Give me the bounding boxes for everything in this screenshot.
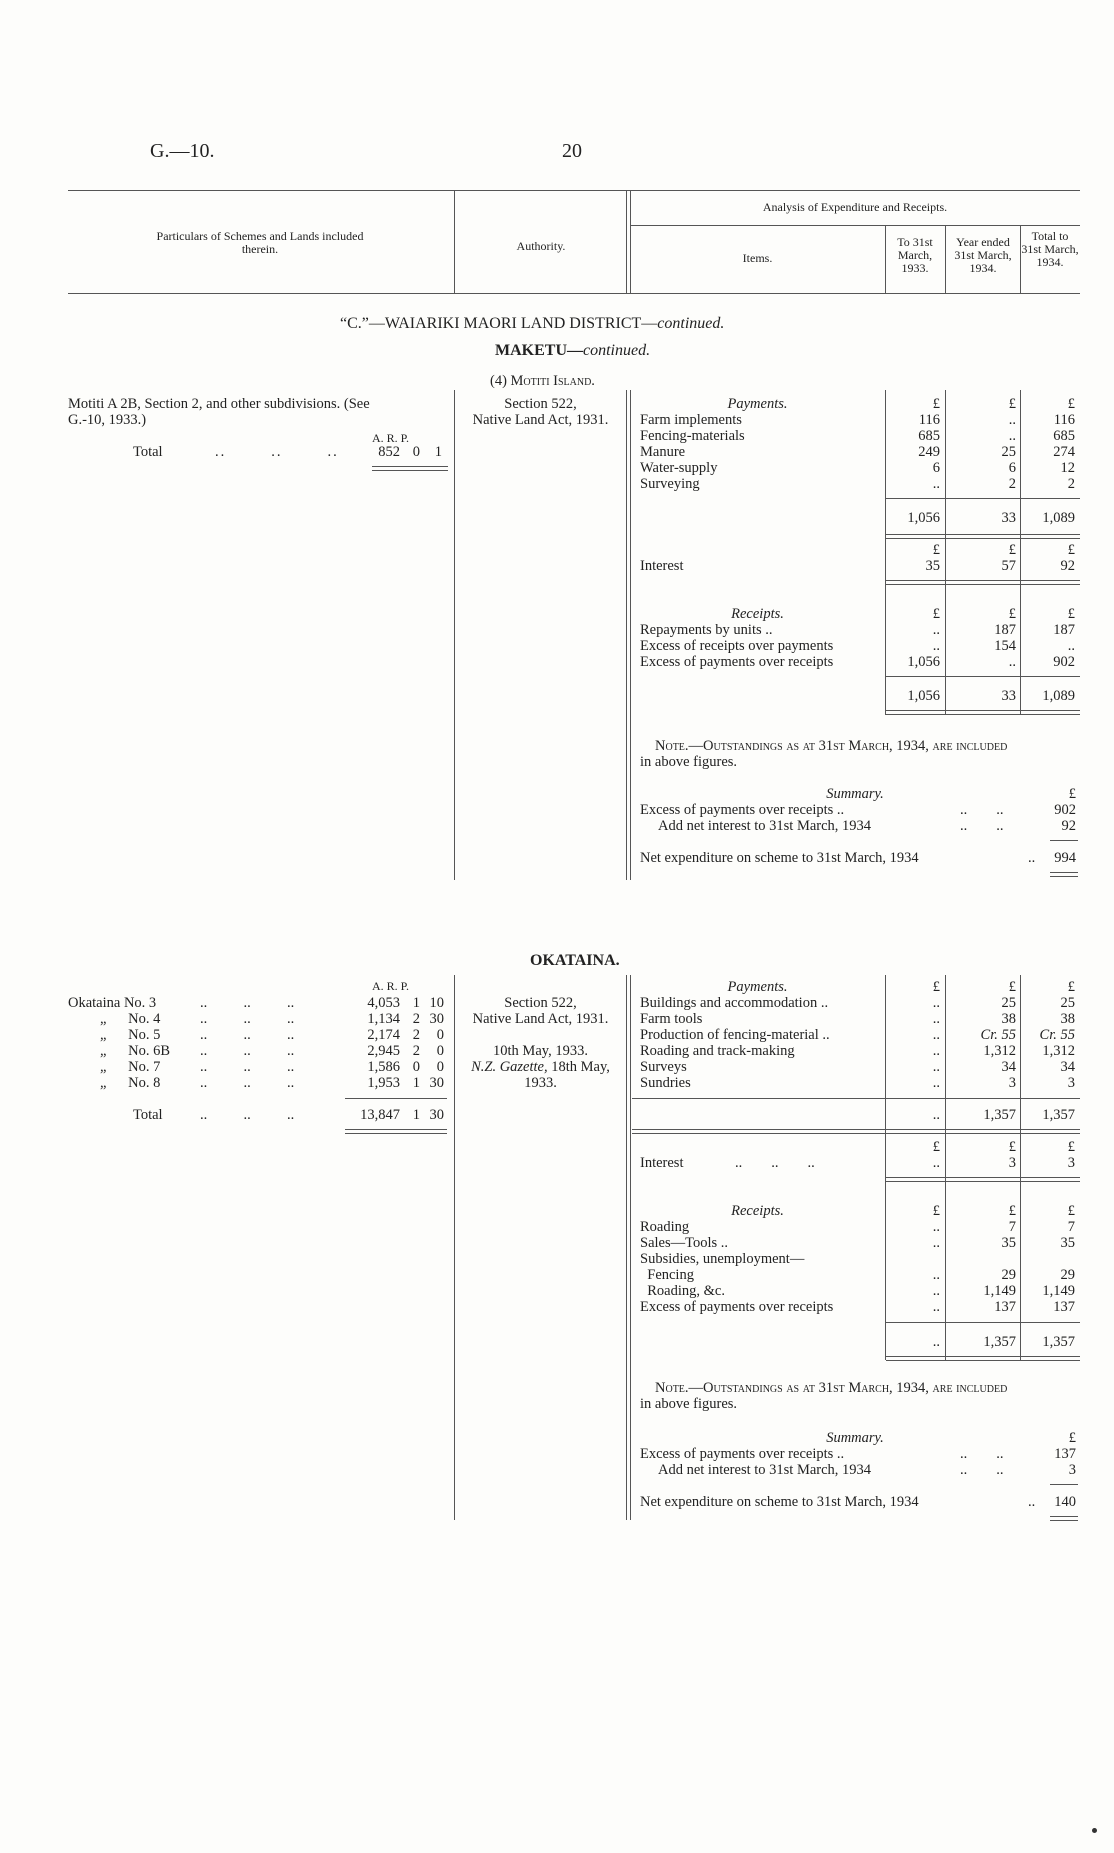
okataina-land-r: 1 [412,1075,420,1091]
okataina-summary-heading [780,1430,930,1446]
okataina-payment-c3: Cr. 55 [1039,1027,1075,1043]
okataina-payment-c3: 34 [1060,1059,1075,1075]
okataina-receipt-c1: .. [932,1235,940,1251]
okataina-receipt-c3: 29 [1060,1267,1075,1283]
page-reference: G.—10. [150,140,215,162]
okataina-authority-2: Native Land Act, 1931. [472,1011,609,1027]
okataina-summary-value: 3 [1068,1462,1076,1478]
maketu-payment-c1: 685 [918,428,940,444]
okataina-payment-c3: 3 [1067,1075,1075,1091]
maketu-summary-heading-text: Summary. [826,786,884,802]
maketu-receipts-heading [630,606,885,622]
okataina-arp-header: A. R. P. [372,979,410,993]
okataina-summary-leaders: .. .. [960,1446,1004,1462]
maketu-payment-c3: 116 [1053,412,1075,428]
maketu-divider-2b [630,390,631,880]
header-authority: Authority. [516,239,566,253]
okataina-land-name: „ No. 7 [100,1059,161,1075]
maketu-total-double-rule [372,466,448,471]
maketu-heading-main: MAKETU— [495,342,583,359]
okataina-land-leaders: .. .. .. [200,995,295,1011]
maketu-receipt-item: Repayments by units .. [640,622,773,638]
maketu-payment-c1: 249 [918,444,940,460]
okataina-receipt-item: Subsidies, unemployment— [640,1251,805,1267]
okataina-net-leaders: .. [1028,1494,1036,1510]
okataina-land-r: 2 [412,1043,420,1059]
okataina-receipt-c1: .. [932,1283,940,1299]
maketu-payments-total-c3: 1,089 [1042,510,1075,526]
okataina-land-a: 1,134 [367,1011,400,1027]
okataina-land-r: 1 [412,995,420,1011]
header-top-rule [68,190,1080,191]
okataina-currency-c3: £ [1067,979,1075,995]
maketu-arp-header: A. R. P. [372,431,410,445]
maketu-receipt-c1: 1,056 [907,654,940,670]
maketu-net-leaders: .. [1028,850,1036,866]
maketu-summary-label: Add net interest to 31st March, 1934 [658,818,872,834]
okataina-summary-value: 137 [1054,1446,1076,1462]
header-col1: To 31st March, 1933. [897,235,933,275]
maketu-summary-leaders: .. .. [960,802,1004,818]
okataina-land-leaders: .. .. .. [200,1059,295,1075]
okataina-payment-c2: 1,312 [983,1043,1016,1059]
okataina-land-leaders: .. .. .. [200,1075,295,1091]
okataina-total-a: 13,847 [360,1107,400,1123]
maketu-receipts-rule [886,676,1080,677]
okataina-land-name: „ No. 8 [100,1075,161,1091]
maketu-interest-label: Interest [640,558,684,574]
okataina-receipt-c2: 7 [1008,1219,1016,1235]
okataina-net-label: Net expenditure on scheme to 31st March, 1934 [640,1494,919,1510]
maketu-currency-c3: £ [1067,396,1075,412]
maketu-interest-c3: 92 [1060,558,1075,574]
okataina-currency-c2: £ [1008,979,1016,995]
maketu-payment-c1: 116 [918,412,940,428]
maketu-payment-item: Manure [640,444,686,460]
okataina-payments-total-c1: .. [932,1107,940,1123]
maketu-payment-c2: 25 [1001,444,1016,460]
okataina-receipt-c3: 35 [1060,1235,1075,1251]
okataina-total-p: 30 [429,1107,444,1123]
maketu-payment-c1: 6 [932,460,940,476]
okataina-land-a: 1,953 [367,1075,400,1091]
okataina-total-label: Total [133,1107,163,1123]
okataina-total-r: 1 [412,1107,420,1123]
maketu-total-label: Total [133,444,163,460]
maketu-authority-1: Section 522, [504,396,577,412]
okataina-divider-2a [626,975,627,1520]
okataina-payment-c1: .. [932,1011,940,1027]
okataina-payment-item: Roading and track-making [640,1043,795,1059]
okataina-payment-c3: 38 [1060,1011,1075,1027]
maketu-receipts-currency-c1: £ [932,606,940,622]
okataina-interest-c3: 3 [1067,1155,1075,1171]
district-title-main: “C.”—WAIARIKI MAORI LAND DISTRICT— [340,315,658,332]
okataina-payment-c1: .. [932,1059,940,1075]
okataina-payment-item: Buildings and accommodation .. [640,995,829,1011]
okataina-receipt-c3: 7 [1067,1219,1075,1235]
okataina-land-a: 1,586 [367,1059,400,1075]
okataina-land-p: 10 [429,995,444,1011]
okataina-payment-c3: 1,312 [1042,1043,1075,1059]
okataina-interest-currency-c3: £ [1067,1139,1075,1155]
okataina-receipts-rule [886,1322,1080,1323]
okataina-payments-rule [632,1098,1080,1099]
okataina-receipt-c2: 29 [1001,1267,1016,1283]
maketu-receipts-total-c3: 1,089 [1042,688,1075,704]
okataina-interest-c1: .. [932,1155,940,1171]
okataina-receipt-item: Excess of payments over receipts [640,1299,834,1315]
okataina-payment-c2: 38 [1001,1011,1016,1027]
maketu-receipts-currency-c2: £ [1008,606,1016,622]
maketu-interest-c2: 57 [1001,558,1016,574]
okataina-payments-heading-text: Payments. [727,979,788,995]
okataina-heading: OKATAINA. [530,952,620,969]
maketu-authority-2: Native Land Act, 1931. [472,412,609,428]
okataina-receipts-currency-c3: £ [1067,1203,1075,1219]
maketu-summary-value: 902 [1054,802,1076,818]
okataina-receipts-total-c1: .. [932,1334,940,1350]
okataina-receipt-item: Roading, &c. [640,1283,725,1299]
okataina-receipt-c3: 1,149 [1042,1283,1075,1299]
okataina-payments-total-c3: 1,357 [1042,1107,1075,1123]
maketu-summary-leaders: .. .. [960,818,1004,834]
okataina-authority-5: 1933. [524,1075,557,1091]
okataina-land-name: „ No. 4 [100,1011,161,1027]
okataina-receipt-c1: .. [932,1219,940,1235]
okataina-payment-c2: 34 [1001,1059,1016,1075]
okataina-payment-c3: 25 [1060,995,1075,1011]
okataina-gazette-date: 18th May, [547,1059,610,1075]
okataina-summary-heading-text: Summary. [826,1430,884,1446]
okataina-land-p: 0 [436,1043,444,1059]
maketu-payments-rule [886,498,1080,499]
maketu-net-value: 994 [1054,850,1076,866]
maketu-note-1: Note.—Outstandings as at 31st March, 1934, are included [655,738,1008,754]
okataina-payment-item: Surveys [640,1059,687,1075]
okataina-interest-currency-c2: £ [1008,1139,1016,1155]
okataina-payments-heading [630,979,885,995]
maketu-total-p: 1 [434,444,442,460]
okataina-lands-rule [345,1098,447,1099]
maketu-payment-item: Fencing-materials [640,428,745,444]
maketu-receipt-c3: 187 [1053,622,1075,638]
okataina-summary-rule [1050,1484,1078,1485]
okataina-currency-c1: £ [932,979,940,995]
okataina-land-name: „ No. 5 [100,1027,161,1043]
maketu-receipts-double-rule [886,710,1080,715]
okataina-land-p: 30 [429,1011,444,1027]
maketu-receipt-c2: 187 [994,622,1016,638]
header-col3: Total to 31st March, 1934. [1021,229,1079,269]
maketu-summary-rule [1050,840,1078,841]
okataina-note-2: in above figures. [640,1396,738,1412]
okataina-land-leaders: .. .. .. [200,1043,295,1059]
okataina-interest-label: Interest [640,1155,684,1171]
okataina-payment-item: Sundries [640,1075,691,1091]
okataina-authority-4 [455,1059,626,1075]
maketu-payments-heading [630,396,885,412]
header-bottom-rule [68,293,1080,294]
okataina-receipt-c2: 1,149 [983,1283,1016,1299]
maketu-payment-item: Surveying [640,476,700,492]
okataina-payment-c2: 25 [1001,995,1016,1011]
okataina-land-leaders: .. .. .. [200,1027,295,1043]
maketu-divider-2a [626,390,627,880]
okataina-net-value: 140 [1054,1494,1076,1510]
maketu-interest-c1: 35 [925,558,940,574]
maketu-heading [495,343,650,359]
okataina-divider-2b [630,975,631,1520]
okataina-receipt-c1: .. [932,1299,940,1315]
okataina-interest-c2: 3 [1008,1155,1016,1171]
maketu-summary-heading [780,786,930,802]
header-analysis-rule [630,225,1080,226]
maketu-interest-currency-c3: £ [1067,542,1075,558]
okataina-receipt-c3: 137 [1053,1299,1075,1315]
maketu-receipts-total-c2: 33 [1001,688,1016,704]
okataina-land-name: Okataina No. 3 [68,995,157,1011]
header-divider-1 [454,190,455,293]
maketu-receipt-c2: .. [1008,654,1016,670]
maketu-payment-c3: 2 [1067,476,1075,492]
okataina-receipt-item: Fencing [640,1267,694,1283]
header-divider-2a [626,190,627,293]
okataina-interest-double-rule [886,1177,1080,1182]
maketu-total-leaders: .. .. .. [215,444,339,460]
maketu-receipts-heading-text: Receipts. [731,606,784,622]
okataina-authority-1: Section 522, [504,995,577,1011]
page-number: 20 [562,140,582,162]
maketu-receipt-item: Excess of payments over receipts [640,654,834,670]
okataina-payment-c1: .. [932,1043,940,1059]
maketu-total-r: 0 [412,444,420,460]
header-col2: Year ended 31st March, 1934. [954,235,1012,275]
maketu-summary-value: 92 [1061,818,1076,834]
maketu-summary-label: Excess of payments over receipts .. [640,802,845,818]
okataina-payment-item: Farm tools [640,1011,703,1027]
okataina-land-p: 0 [436,1027,444,1043]
okataina-receipt-c2: 35 [1001,1235,1016,1251]
maketu-receipts-currency-c3: £ [1067,606,1075,622]
maketu-payments-total-c2: 33 [1001,510,1016,526]
okataina-payment-c1: .. [932,1027,940,1043]
okataina-land-a: 2,174 [367,1027,400,1043]
okataina-land-leaders: .. .. .. [200,1011,295,1027]
okataina-land-r: 2 [412,1011,420,1027]
okataina-summary-label: Excess of payments over receipts .. [640,1446,845,1462]
okataina-receipts-heading-text: Receipts. [731,1203,784,1219]
okataina-interest-leaders: .. .. .. [735,1155,815,1171]
okataina-receipt-item: Roading [640,1219,690,1235]
corner-dot [1092,1828,1097,1833]
maketu-receipt-c1: .. [932,638,940,654]
okataina-payments-total-c2: 1,357 [983,1107,1016,1123]
okataina-net-double-rule [1050,1516,1078,1521]
okataina-receipts-double-rule [886,1356,1080,1361]
okataina-receipt-c1: .. [932,1267,940,1283]
maketu-net-double-rule [1050,872,1078,877]
district-title [340,316,724,332]
okataina-payment-c1: .. [932,1075,940,1091]
maketu-receipts-total-c1: 1,056 [907,688,940,704]
okataina-land-name: „ No. 6B [100,1043,171,1059]
maketu-net-label: Net expenditure on scheme to 31st March, 1934 [640,850,919,866]
okataina-land-p: 0 [436,1059,444,1075]
okataina-summary-currency: £ [1068,1430,1076,1446]
okataina-land-a: 2,945 [367,1043,400,1059]
maketu-receipt-c3: .. [1067,638,1075,654]
maketu-payment-c1: .. [932,476,940,492]
header-analysis: Analysis of Expenditure and Receipts. [762,200,948,214]
maketu-payment-c2: .. [1008,428,1016,444]
maketu-land-desc-2: G.-10, 1933.) [68,412,147,428]
okataina-receipts-currency-c2: £ [1008,1203,1016,1219]
okataina-interest-currency-c1: £ [932,1139,940,1155]
okataina-payment-c2: Cr. 55 [980,1027,1016,1043]
okataina-payments-double-rule [632,1129,1080,1134]
maketu-interest-currency-c2: £ [1008,542,1016,558]
okataina-land-r: 0 [412,1059,420,1075]
maketu-payment-item: Farm implements [640,412,742,428]
okataina-receipts-total-c3: 1,357 [1042,1334,1075,1350]
okataina-receipts-currency-c1: £ [932,1203,940,1219]
maketu-receipt-c1: .. [932,622,940,638]
okataina-payment-item: Production of fencing-material .. [640,1027,830,1043]
maketu-payments-heading-text: Payments. [727,396,788,412]
maketu-land-desc-1: Motiti A 2B, Section 2, and other subdivisions. (See [68,396,370,412]
maketu-payment-c3: 12 [1060,460,1075,476]
maketu-currency-c1: £ [932,396,940,412]
maketu-payment-c3: 274 [1053,444,1075,460]
maketu-payment-c2: 6 [1008,460,1016,476]
maketu-divider-1 [454,390,455,880]
okataina-total-double-rule [345,1129,447,1134]
header-items: Items. [742,251,773,265]
okataina-summary-leaders: .. .. [960,1462,1004,1478]
okataina-authority-3: 10th May, 1933. [493,1043,588,1059]
okataina-receipts-heading [630,1203,885,1219]
maketu-heading-continued: continued. [583,342,651,359]
maketu-currency-c2: £ [1008,396,1016,412]
header-particulars: Particulars of Schemes and Lands included therein. [156,229,364,256]
maketu-receipt-c3: 902 [1053,654,1075,670]
okataina-gazette: N.Z. Gazette, [471,1059,548,1075]
okataina-total-leaders: .. .. .. [200,1107,295,1123]
okataina-note-1: Note.—Outstandings as at 31st March, 1934, are included [655,1380,1008,1396]
maketu-interest-double-rule [886,580,1080,585]
district-title-continued: continued. [657,315,725,332]
maketu-payments-total-c1: 1,056 [907,510,940,526]
maketu-receipt-c2: 154 [994,638,1016,654]
okataina-land-a: 4,053 [367,995,400,1011]
maketu-payment-c3: 685 [1053,428,1075,444]
maketu-payment-item: Water-supply [640,460,718,476]
maketu-payments-double-rule [886,534,1080,539]
okataina-receipt-item: Sales—Tools .. [640,1235,728,1251]
okataina-payment-c1: .. [932,995,940,1011]
okataina-summary-label: Add net interest to 31st March, 1934 [658,1462,872,1478]
maketu-subheading: (4) Motiti Island. [490,373,595,389]
okataina-receipts-total-c2: 1,357 [983,1334,1016,1350]
okataina-land-p: 30 [429,1075,444,1091]
okataina-land-r: 2 [412,1027,420,1043]
maketu-payment-c2: .. [1008,412,1016,428]
okataina-receipt-c2: 137 [994,1299,1016,1315]
okataina-payment-c2: 3 [1008,1075,1016,1091]
maketu-interest-currency-c1: £ [932,542,940,558]
maketu-note-2: in above figures. [640,754,738,770]
maketu-summary-currency: £ [1068,786,1076,802]
maketu-receipt-item: Excess of receipts over payments [640,638,834,654]
maketu-total-a: 852 [378,444,400,460]
maketu-payment-c2: 2 [1008,476,1016,492]
